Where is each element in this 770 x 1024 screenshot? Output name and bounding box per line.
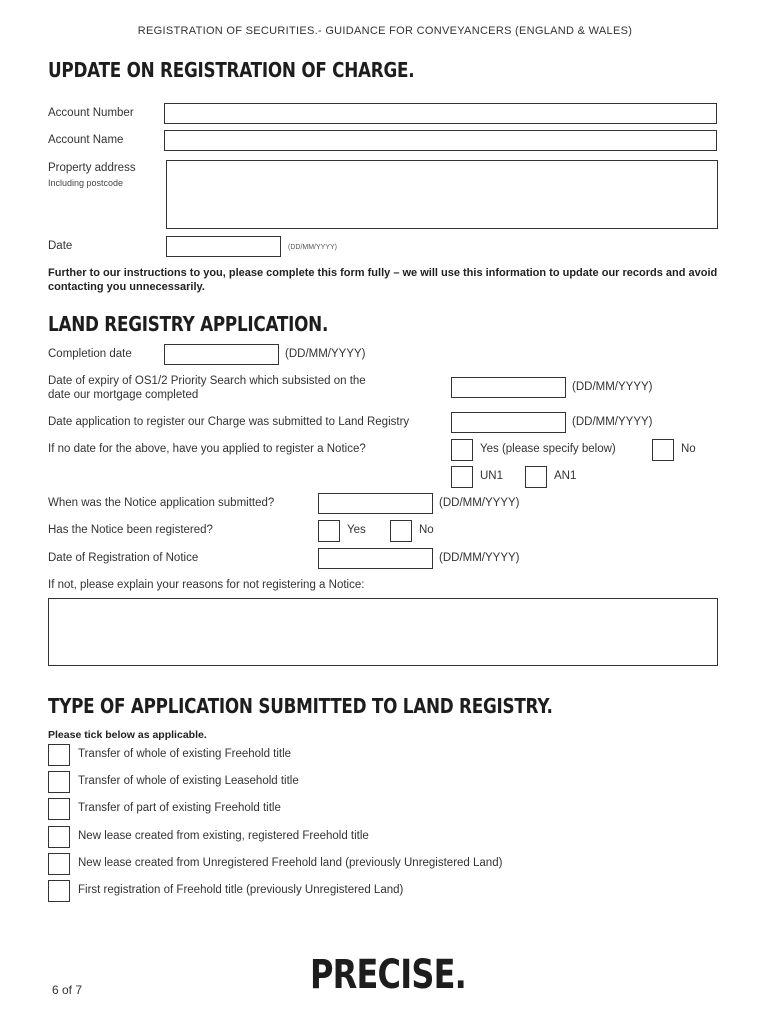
notice-registration-date-label: Date of Registration of Notice (48, 552, 199, 564)
priority-search-expiry-hint: (DD/MM/YYYY) (572, 381, 653, 393)
completion-date-hint: (DD/MM/YYYY) (285, 348, 366, 360)
notice-yes-label: Yes (please specify below) (480, 443, 616, 455)
notice-registration-date-input[interactable] (318, 548, 433, 569)
notice-registered-label: Has the Notice been registered? (48, 524, 213, 536)
charge-submitted-date-input[interactable] (451, 412, 566, 433)
property-address-input[interactable] (166, 160, 718, 229)
notice-registration-date-hint: (DD/MM/YYYY) (439, 552, 520, 564)
charge-submitted-date-hint: (DD/MM/YYYY) (572, 416, 653, 428)
instructions-note: Further to our instructions to you, please complete this form fully – we will use this information to update our records and avoid contacting you unnecessarily. (48, 267, 718, 293)
charge-submitted-date-label: Date application to register our Charge was submitted to Land Registry (48, 416, 410, 428)
account-number-input[interactable] (164, 103, 717, 124)
notice-no-label: No (681, 443, 696, 455)
registered-no-checkbox[interactable] (390, 520, 412, 542)
option-label: New lease created from existing, registered Freehold title (78, 830, 369, 842)
completion-date-label: Completion date (48, 348, 132, 360)
priority-search-expiry-label-line2: date our mortgage completed (48, 389, 199, 401)
option-label: Transfer of whole of existing Freehold title (78, 748, 292, 760)
notice-submitted-label: When was the Notice application submitted? (48, 497, 275, 509)
option-checkbox[interactable] (48, 880, 70, 902)
registered-yes-checkbox[interactable] (318, 520, 340, 542)
section-heading-update: UPDATE ON REGISTRATION OF CHARGE. (48, 58, 415, 82)
option-label: New lease created from Unregistered Freehold land (previously Unregistered Land) (78, 857, 503, 869)
notice-yes-checkbox[interactable] (451, 439, 473, 461)
option-checkbox[interactable] (48, 744, 70, 766)
notice-no-checkbox[interactable] (652, 439, 674, 461)
registered-no-label: No (419, 524, 434, 536)
notice-submitted-hint: (DD/MM/YYYY) (439, 497, 520, 509)
option-label: Transfer of part of existing Freehold title (78, 802, 281, 814)
page-number: 6 of 7 (52, 983, 83, 997)
date-input[interactable] (166, 236, 281, 257)
option-checkbox[interactable] (48, 771, 70, 793)
date-label: Date (48, 240, 73, 252)
account-name-label: Account Name (48, 134, 124, 146)
registered-yes-label: Yes (347, 524, 366, 536)
un1-label: UN1 (480, 470, 504, 482)
completion-date-input[interactable] (164, 344, 279, 365)
option-checkbox[interactable] (48, 853, 70, 875)
account-name-input[interactable] (164, 130, 717, 151)
document-header: REGISTRATION OF SECURITIES.- GUIDANCE FOR CONVEYANCERS (ENGLAND & WALES) (137, 25, 633, 37)
option-label: Transfer of whole of existing Leasehold title (78, 775, 299, 787)
property-address-sublabel: Including postcode (48, 178, 124, 188)
an1-label: AN1 (554, 470, 577, 482)
un1-checkbox[interactable] (451, 466, 473, 488)
option-label: First registration of Freehold title (previously Unregistered Land) (78, 884, 404, 896)
notice-question-label: If no date for the above, have you applied to register a Notice? (48, 443, 366, 455)
section-heading-land-registry: LAND REGISTRY APPLICATION. (48, 312, 329, 336)
option-checkbox[interactable] (48, 798, 70, 820)
tick-instruction: Please tick below as applicable. (48, 729, 207, 741)
priority-search-expiry-input[interactable] (451, 377, 566, 398)
reasons-input[interactable] (48, 598, 718, 666)
section-heading-application-type: TYPE OF APPLICATION SUBMITTED TO LAND REGISTRY. (48, 694, 553, 718)
an1-checkbox[interactable] (525, 466, 547, 488)
property-address-label: Property address (48, 162, 136, 174)
notice-submitted-input[interactable] (318, 493, 433, 514)
brand-logo: PRECISE. (310, 952, 467, 998)
account-number-label: Account Number (48, 107, 134, 119)
priority-search-expiry-label-line1: Date of expiry of OS1/2 Priority Search which subsisted on the (48, 375, 366, 387)
date-format-hint: (DD/MM/YYYY) (288, 244, 337, 251)
option-checkbox[interactable] (48, 826, 70, 848)
reasons-label: If not, please explain your reasons for not registering a Notice: (48, 579, 365, 591)
